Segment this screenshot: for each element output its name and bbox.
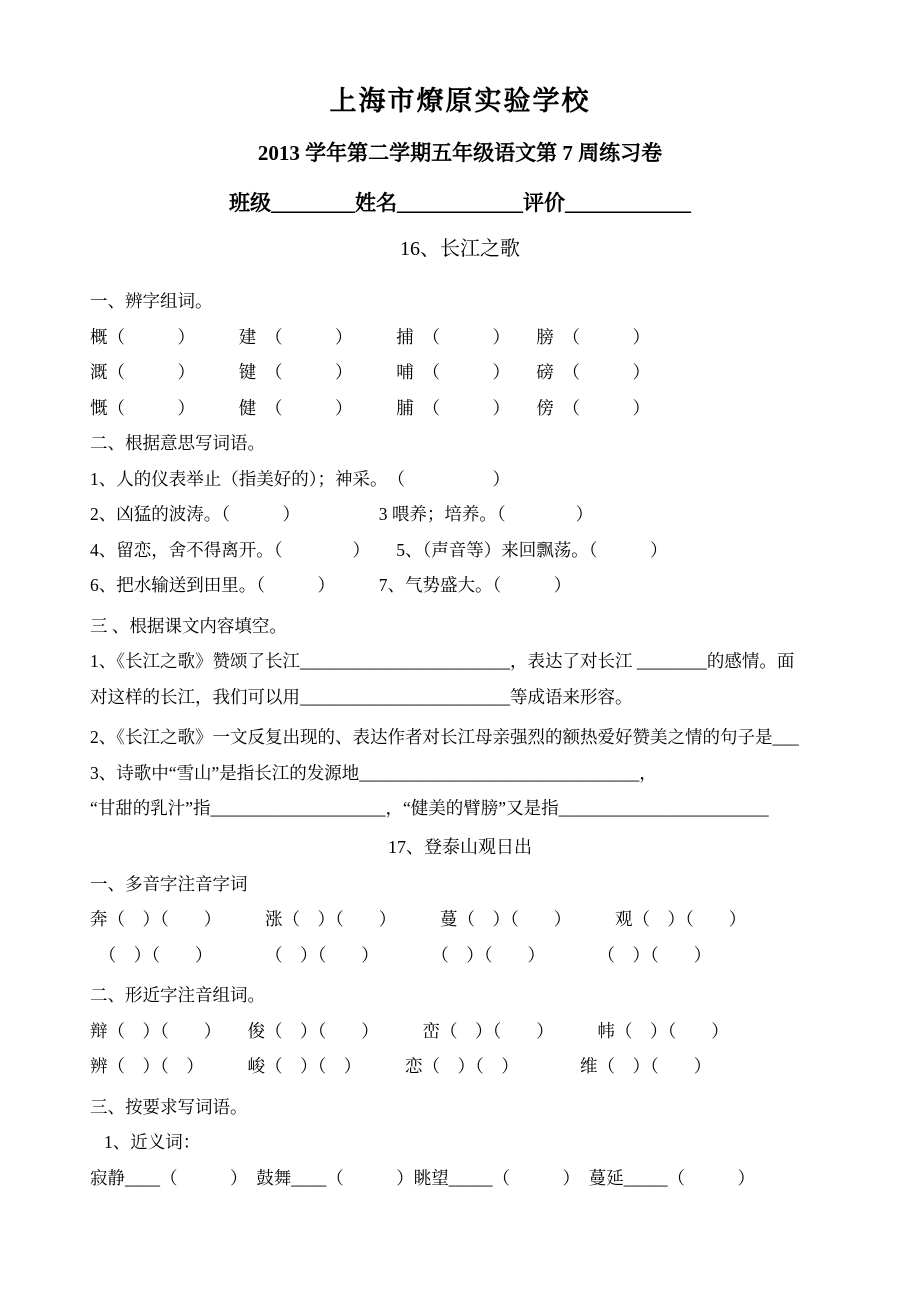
lesson17-title: 17、登泰山观日出 — [388, 836, 532, 857]
school-name: 上海市燎原实验学校 — [329, 86, 591, 116]
l16-meaning-item-2: 2、凶猛的波涛。（ ） 3 喂养；培养。（ ） — [90, 504, 594, 524]
l16-zuci-row-3: 慨（ ） 健 （ ） 脯 （ ） 傍 （ ） — [90, 397, 650, 418]
l17-polyphone-row-1: 奔（ ）（ ） 涨（ ）（ ） 蔓（ ）（ ） 观（ ）（ ） — [90, 909, 747, 929]
l16-fill-item-1b: 对这样的长江，我们可以用________________________等成语来形容。 — [90, 686, 633, 707]
l16-meaning-item-3: 4、留恋，舍不得离开。（ ） 5、（声音等）来回飘荡。（ ） — [90, 539, 668, 560]
lesson16-title: 16、长江之歌 — [400, 238, 520, 260]
l17-synonym-row: 寂静____（ ） 鼓舞____（ ）眺望_____（ ） 蔓延_____（ ） — [90, 1167, 755, 1188]
l16-section1-heading: 一、辨字组词。 — [90, 291, 213, 311]
l17-section2-heading: 二、形近字注音组词。 — [90, 985, 265, 1005]
l16-section2-heading: 二、根据意思写词语。 — [90, 433, 265, 453]
l16-fill-item-3b: “甘甜的乳汁”指____________________，“健美的臂膀”又是指________________________ — [90, 798, 769, 818]
student-info-line: 班级________姓名____________评价____________ — [229, 191, 691, 215]
l17-synonym-subheading: 1、近义词： — [104, 1132, 201, 1152]
l17-section3-heading: 三、按要求写词语。 — [90, 1096, 248, 1117]
l16-meaning-item-1: 1、人的仪表举止（指美好的）；神采。 （ ） — [90, 468, 510, 489]
l16-fill-item-1a: 1、《长江之歌》赞颂了长江________________________，表达了对长江 ________的感情。面 — [90, 651, 795, 671]
paper-title: 2013 学年第二学期五年级语文第 7 周练习卷 — [257, 141, 663, 165]
l17-similar-row-1: 辩（ ）（ ） 俊（ ）（ ） 峦（ ）（ ） 帏（ ）（ ） — [90, 1020, 729, 1041]
l16-zuci-row-1: 概（ ） 建 （ ） 捕 （ ） 膀 （ ） — [90, 326, 650, 347]
l16-fill-item-2: 2、《长江之歌》一文反复出现的、表达作者对长江母亲强烈的额热爱好赞美之情的句子是___ — [90, 727, 799, 747]
l17-similar-row-2: 辨（ ）（ ） 峻（ ）（ ） 恋（ ）（ ） 维（ ）（ ） — [90, 1056, 712, 1076]
l16-section3-heading: 三 、根据课文内容填空。 — [90, 615, 287, 636]
l16-fill-item-3a: 3、诗歌中“雪山”是指长江的发源地________________________________， — [90, 762, 657, 783]
l16-zuci-row-2: 溉（ ） 键 （ ） 哺 （ ） 磅 （ ） — [90, 362, 650, 382]
l17-section1-heading: 一、多音字注音字词 — [90, 873, 248, 894]
l16-meaning-item-4: 6、把水输送到田里。（ ） 7、气势盛大。（ ） — [90, 575, 572, 595]
l17-polyphone-row-2: （ ）（ ） （ ）（ ） （ ）（ ） （ ）（ ） — [90, 944, 712, 965]
